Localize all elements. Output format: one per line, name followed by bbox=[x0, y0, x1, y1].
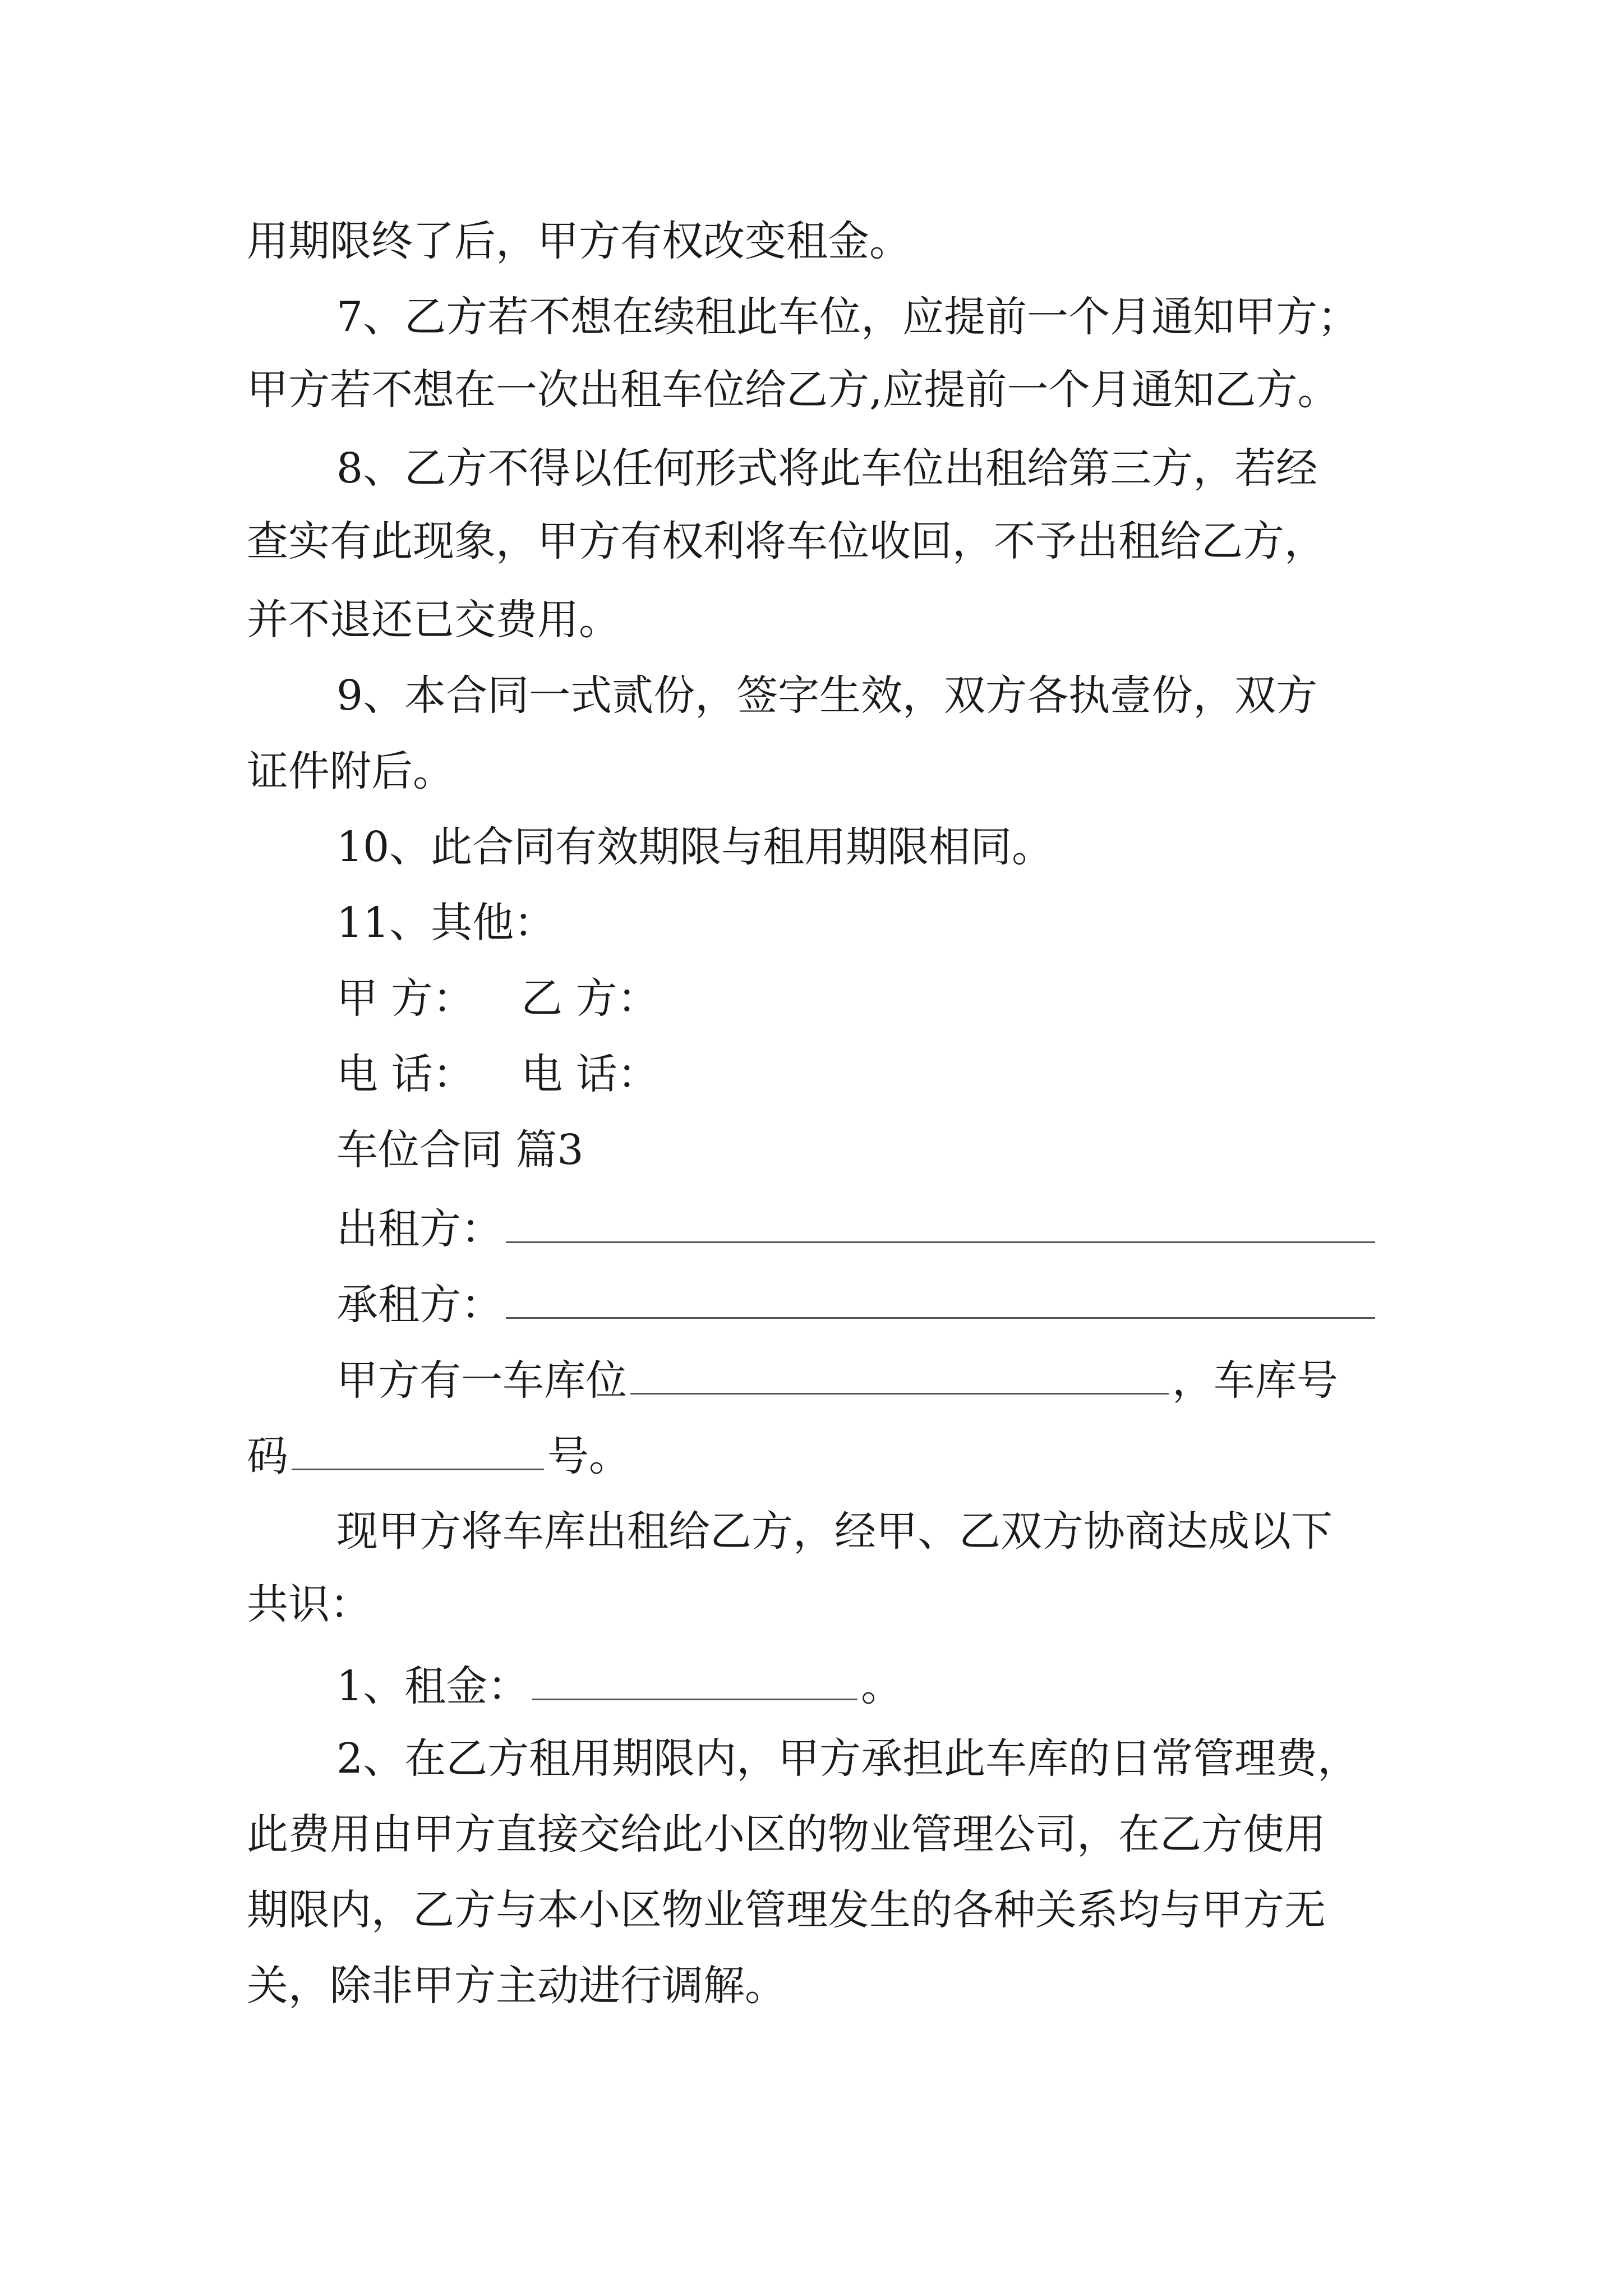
garage-row bbox=[336, 1349, 1380, 1409]
signature-party-row bbox=[336, 970, 1380, 1027]
rent-row bbox=[336, 1655, 1380, 1714]
rent-prefix: 1、租金： bbox=[336, 1662, 529, 1710]
lessee-row bbox=[336, 1273, 1380, 1333]
lessor-row bbox=[336, 1198, 1380, 1257]
rent-suffix: 。 bbox=[861, 1662, 903, 1710]
lessee-blank bbox=[506, 1273, 1375, 1319]
clause-8-line-1: 8、乙方不得以任何形式将此车位出租给第三方，若经 bbox=[336, 444, 1318, 493]
clause-7-line-2: 甲方若不想在一次出租车位给乙方,应提前一个月通知乙方。 bbox=[247, 366, 1339, 414]
clause-8-line-3: 并不退还已交费用。 bbox=[247, 596, 620, 644]
garage-number-row bbox=[247, 1425, 1380, 1484]
lessor-blank bbox=[506, 1198, 1375, 1243]
clause-10-line: 10、此合同有效期限与租用期限相同。 bbox=[336, 823, 1054, 871]
garage-prefix: 甲方有一车库位 bbox=[336, 1356, 627, 1405]
paragraph-line: 用期限终了后，甲方有权改变租金。 bbox=[247, 217, 911, 265]
clause-8-line-2: 查实有此现象，甲方有权利将车位收回，不予出租给乙方， bbox=[247, 517, 1326, 565]
clause-2-line-3: 期限内，乙方与本小区物业管理发生的各种关系均与甲方无 bbox=[247, 1886, 1326, 1934]
consensus-line-2: 共识： bbox=[247, 1580, 371, 1628]
number-suffix: 号。 bbox=[547, 1432, 630, 1480]
clause-9-line-1: 9、本合同一式贰份，签字生效，双方各执壹份，双方 bbox=[336, 671, 1318, 720]
clause-2-line-2: 此费用由甲方直接交给此小区的物业管理公司，在乙方使用 bbox=[247, 1810, 1326, 1858]
clause-2-line-1: 2、在乙方租用期限内，甲方承担此车库的日常管理费， bbox=[336, 1734, 1359, 1783]
lessee-label: 承租方： bbox=[336, 1281, 502, 1329]
rent-blank bbox=[532, 1655, 857, 1700]
section-heading: 车位合同 篇3 bbox=[336, 1126, 584, 1174]
garage-number-blank bbox=[292, 1425, 544, 1470]
clause-9-line-2: 证件附后。 bbox=[247, 747, 454, 795]
number-prefix: 码 bbox=[247, 1432, 288, 1480]
garage-blank bbox=[630, 1349, 1169, 1395]
consensus-line-1: 现甲方将车库出租给乙方，经甲、乙双方协商达成以下 bbox=[336, 1507, 1332, 1556]
clause-11-line: 11、其他： bbox=[336, 899, 556, 947]
clause-7-line-1: 7、乙方若不想在续租此车位，应提前一个月通知甲方； bbox=[336, 293, 1359, 341]
clause-2-line-4: 关，除非甲方主动进行调解。 bbox=[247, 1962, 786, 2010]
phone-a-label: 电 话： bbox=[336, 1050, 474, 1098]
garage-suffix: ，车库号 bbox=[1172, 1356, 1338, 1405]
party-b-label: 乙 方： bbox=[521, 974, 659, 1023]
party-a-label: 甲 方： bbox=[336, 974, 474, 1023]
signature-phone-row bbox=[336, 1046, 1380, 1102]
lessor-label: 出租方： bbox=[336, 1205, 502, 1253]
phone-b-label: 电 话： bbox=[521, 1050, 659, 1098]
